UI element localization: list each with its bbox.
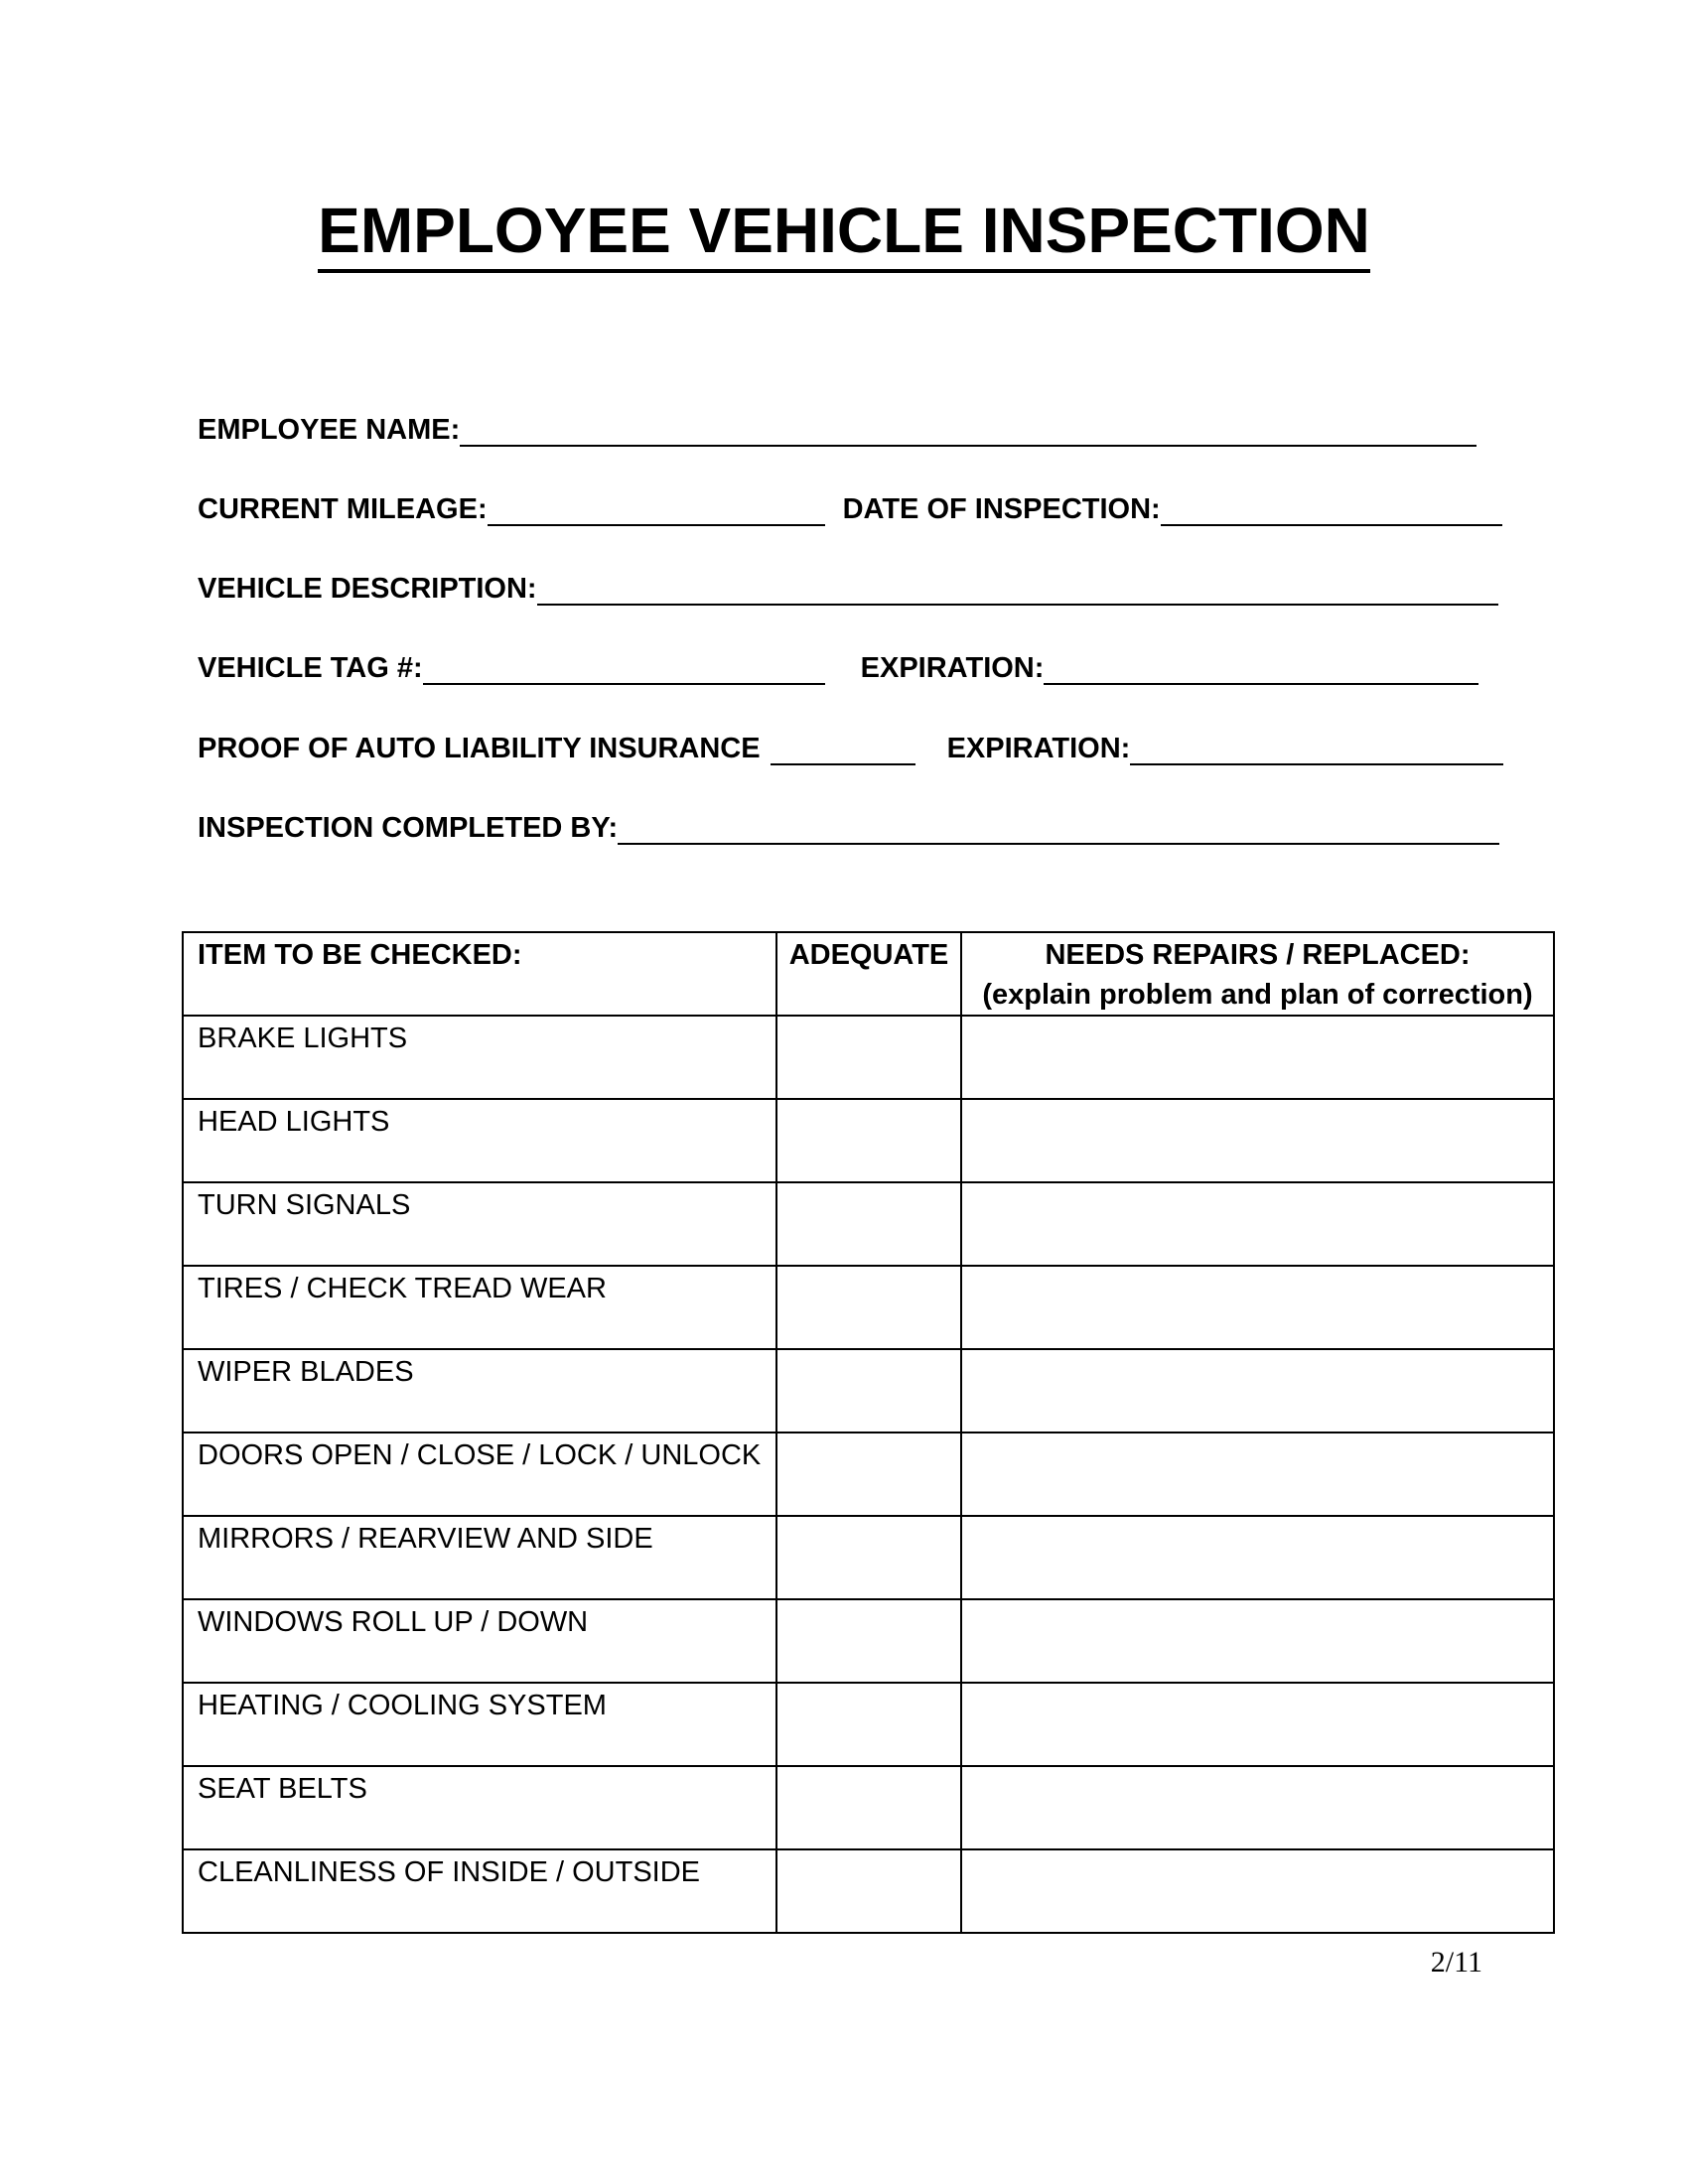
needs-repairs-header-line2: (explain problem and plan of correction) [982, 979, 1533, 1011]
checklist-item-label: TURN SIGNALS [183, 1182, 776, 1266]
checklist-row [183, 1766, 1554, 1849]
checklist-row [183, 1182, 1554, 1266]
needs-repairs-cell[interactable] [961, 1016, 1554, 1099]
needs-repairs-cell[interactable] [961, 1182, 1554, 1266]
date-of-inspection-label: DATE OF INSPECTION: [842, 493, 1161, 525]
vehicle-description-label: VEHICLE DESCRIPTION: [198, 573, 537, 605]
needs-repairs-header-line1: NEEDS REPAIRS / REPLACED: [1045, 939, 1471, 971]
page-number: 2/11 [1430, 1946, 1482, 1979]
adequate-cell[interactable] [776, 1349, 961, 1433]
adequate-cell[interactable] [776, 1683, 961, 1766]
current-mileage-field [198, 495, 825, 526]
inspection-completed-by-input[interactable] [618, 815, 1499, 845]
needs-repairs-cell[interactable] [961, 1766, 1554, 1849]
checklist-row [183, 1349, 1554, 1433]
employee-name-label: EMPLOYEE NAME: [198, 414, 461, 446]
needs-repairs-cell[interactable] [961, 1599, 1554, 1683]
insurance-expiration-input[interactable] [1130, 736, 1503, 765]
checklist-row [183, 1433, 1554, 1516]
needs-repairs-cell[interactable] [961, 1266, 1554, 1349]
checklist-item-label: WIPER BLADES [183, 1349, 776, 1433]
insurance-expiration-label: EXPIRATION: [946, 733, 1131, 764]
tag-expiration-field [861, 654, 1479, 685]
adequate-cell[interactable] [776, 1182, 961, 1266]
vehicle-tag-field [198, 654, 825, 685]
adequate-cell[interactable] [776, 1599, 961, 1683]
checklist-item-label: SEAT BELTS [183, 1766, 776, 1849]
checklist-row [183, 1266, 1554, 1349]
proof-of-insurance-input[interactable] [771, 736, 915, 765]
employee-name-row [198, 407, 1477, 447]
checklist-row [183, 1016, 1554, 1099]
adequate-cell[interactable] [776, 1516, 961, 1599]
checklist-header-row [183, 932, 1554, 1016]
insurance-expiration-field [947, 735, 1504, 765]
needs-repairs-column-header [961, 932, 1554, 1016]
needs-repairs-cell[interactable] [961, 1349, 1554, 1433]
needs-repairs-cell[interactable] [961, 1683, 1554, 1766]
checklist-item-label: HEAD LIGHTS [183, 1099, 776, 1182]
adequate-cell[interactable] [776, 1766, 961, 1849]
vehicle-description-field [198, 575, 1498, 606]
date-of-inspection-input[interactable] [1161, 496, 1502, 526]
document-title-text: EMPLOYEE VEHICLE INSPECTION [318, 195, 1370, 273]
checklist-item-label: BRAKE LIGHTS [183, 1016, 776, 1099]
checklist-item-label: CLEANLINESS OF INSIDE / OUTSIDE [183, 1849, 776, 1933]
checklist-item-label: DOORS OPEN / CLOSE / LOCK / UNLOCK [183, 1433, 776, 1516]
vehicle-tag-row [198, 645, 1478, 685]
checklist-item-label: TIRES / CHECK TREAD WEAR [183, 1266, 776, 1349]
mileage-date-row [198, 486, 1502, 526]
employee-name-input[interactable] [460, 417, 1477, 447]
current-mileage-label: CURRENT MILEAGE: [198, 493, 488, 525]
adequate-cell[interactable] [776, 1849, 961, 1933]
adequate-cell[interactable] [776, 1266, 961, 1349]
checklist-row [183, 1683, 1554, 1766]
tag-expiration-input[interactable] [1044, 655, 1478, 685]
needs-repairs-cell[interactable] [961, 1516, 1554, 1599]
checklist-body [183, 1016, 1554, 1933]
adequate-cell[interactable] [776, 1099, 961, 1182]
employee-name-field [198, 416, 1477, 447]
document-title [0, 195, 1688, 266]
checklist-row [183, 1099, 1554, 1182]
adequate-cell[interactable] [776, 1433, 961, 1516]
checklist-item-label: MIRRORS / REARVIEW AND SIDE [183, 1516, 776, 1599]
vehicle-tag-input[interactable] [423, 655, 825, 685]
proof-of-insurance-label: PROOF OF AUTO LIABILITY INSURANCE [198, 733, 761, 764]
proof-of-insurance-field [198, 735, 915, 765]
needs-repairs-cell[interactable] [961, 1849, 1554, 1933]
vehicle-tag-label: VEHICLE TAG #: [198, 652, 423, 684]
needs-repairs-cell[interactable] [961, 1433, 1554, 1516]
inspection-checklist-table [182, 931, 1555, 1934]
needs-repairs-cell[interactable] [961, 1099, 1554, 1182]
inspection-completed-by-label: INSPECTION COMPLETED BY: [198, 812, 619, 844]
date-of-inspection-field [843, 495, 1502, 526]
checklist-item-label: WINDOWS ROLL UP / DOWN [183, 1599, 776, 1683]
vehicle-description-input[interactable] [537, 576, 1498, 606]
adequate-cell[interactable] [776, 1016, 961, 1099]
insurance-row [198, 726, 1503, 765]
tag-expiration-label: EXPIRATION: [860, 652, 1045, 684]
item-column-header: ITEM TO BE CHECKED: [183, 932, 776, 1016]
checklist-row [183, 1849, 1554, 1933]
completed-by-row [198, 805, 1499, 845]
adequate-column-header: ADEQUATE [776, 932, 961, 1016]
checklist-item-label: HEATING / COOLING SYSTEM [183, 1683, 776, 1766]
checklist-row [183, 1516, 1554, 1599]
current-mileage-input[interactable] [488, 496, 825, 526]
inspection-completed-by-field [198, 814, 1499, 845]
checklist-row [183, 1599, 1554, 1683]
vehicle-description-row [198, 566, 1498, 606]
